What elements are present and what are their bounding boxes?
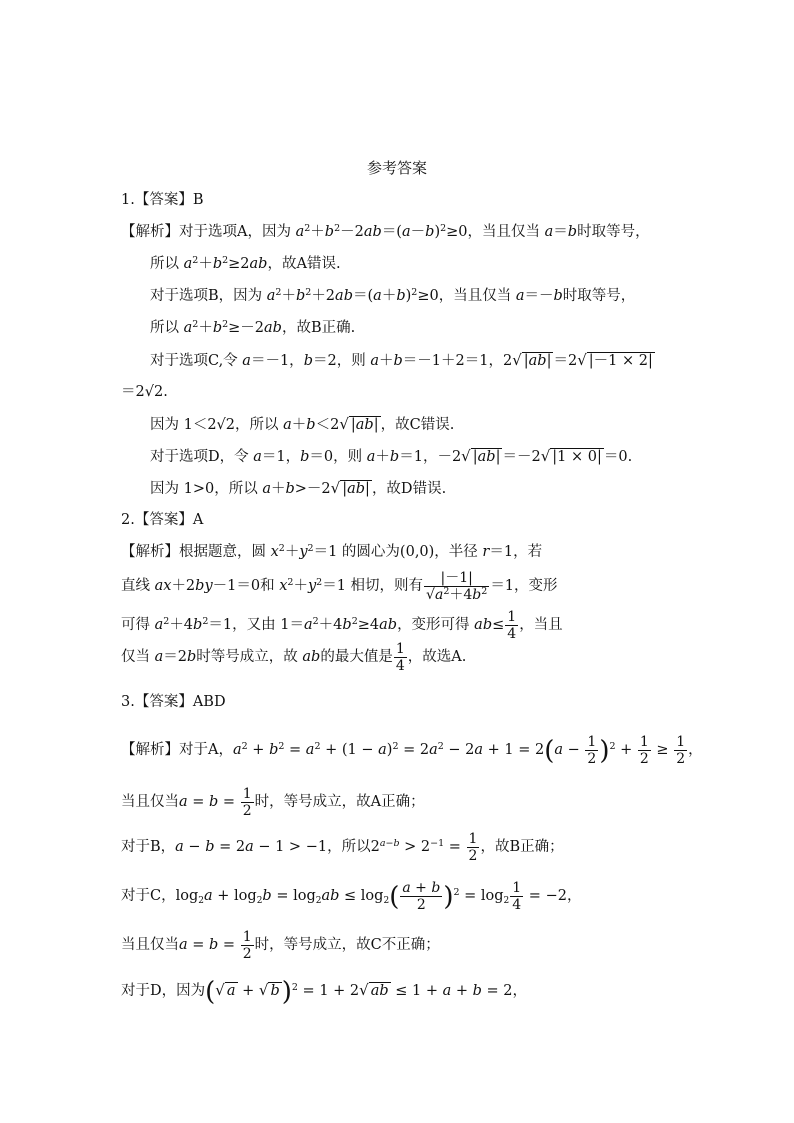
q3-line6: 对于D，因为(√ a + √ b)$^2$ = 1 + 2√ ab ≤ 1 + a + b = 2，: [121, 977, 528, 1007]
q1-line6: ＝2√2.: [121, 384, 168, 400]
q1-line2: 所以 $a^2+b^2\ge 2ab$，故A错误.: [150, 255, 341, 272]
q1-line9: 因为 1>0，所以 a＋b>－2√ |ab| ，故D错误.: [150, 479, 447, 497]
q3-line2: 当且仅当a = b = $\frac{1}{2}$ 时，等号成立，故A正确；: [121, 785, 425, 819]
q1-answer: 1.【答案】B: [121, 192, 204, 208]
q1-line3: 对于选项B，因为 $a^2+b^2+2ab=(a+b)^2\ge 0$，当且仅当 a＝－b时取等号，: [150, 287, 636, 304]
q2-answer: 2.【答案】A: [121, 512, 204, 528]
page-title: 参考答案: [366, 159, 427, 177]
q3-line1: 【解析】对于A，$a^2 + b^2 = a^2 + (1 - a)^2 = 2a^2 - 2a + 1 = 2(a$ − $\frac{1}{2}$ )$^2$ + $\frac{1}{2}$ ≥ $\frac{1}{2}$ ，: [121, 733, 703, 767]
q1-line5: 对于选项C,令 a＝－1，b＝2，则 a＋b＝－1＋2＝1，2√ |ab| ＝2√ |－1 × 2|: [150, 351, 653, 369]
q3-answer: 3.【答案】ABD: [121, 694, 226, 710]
q1-line4: 所以 $a^2+b^2\ge-2ab$，故B正确.: [150, 319, 356, 336]
q1-line1: 【解析】对于选项A，因为 $a^2+b^2-2ab=(a-b)^2\ge 0$，当且仅当 a＝b时取等号，: [121, 223, 650, 240]
q2-line3: 可得 $a^2+4b^2=1$，又由 $1=a^2+4b^2\ge 4ab$，变形可得 ab≤ $\frac{1}{4}$ ，当且: [121, 608, 563, 642]
q3-line3: 对于B，a − b = 2a − 1 > −1，所以$2^{a-b} > 2^{-1}$ = $\frac{1}{2}$ ，故B正确；: [121, 830, 564, 864]
q3-line4: 对于C，$\log_2a + \log_2b = \log_2ab \le \log_2$( $\frac{a + b}{2}$ )$^2 = \log_2$ $\frac{1}{4}$ = −2，: [121, 879, 582, 913]
q1-line8: 对于选项D，令 a＝1，b＝0，则 a＋b＝1，－2√ |ab| ＝－2√ |1 × 0| ＝0.: [150, 447, 633, 465]
q2-line4: 仅当 a＝2b时等号成立，故 ab的最大值是 $\frac{1}{4}$ ，故选A.: [121, 640, 467, 674]
q2-line2: 直线 ax＋2by－1＝0和 $x^2+y^2=1$ 相切，则有 $\frac{|-1|}{√a^2+4b^2}$ ＝1，变形: [121, 569, 558, 603]
q2-line1: 【解析】根据题意，圆 $x^2+y^2=1$ 的圆心为(0,0)，半径 r＝1，若: [121, 543, 543, 560]
q1-line7: 因为 1＜2√2，所以 a＋b＜2√ |ab| ，故C错误.: [150, 415, 455, 433]
q3-line5: 当且仅当a = b = $\frac{1}{2}$ 时，等号成立，故C不正确；: [121, 928, 440, 962]
